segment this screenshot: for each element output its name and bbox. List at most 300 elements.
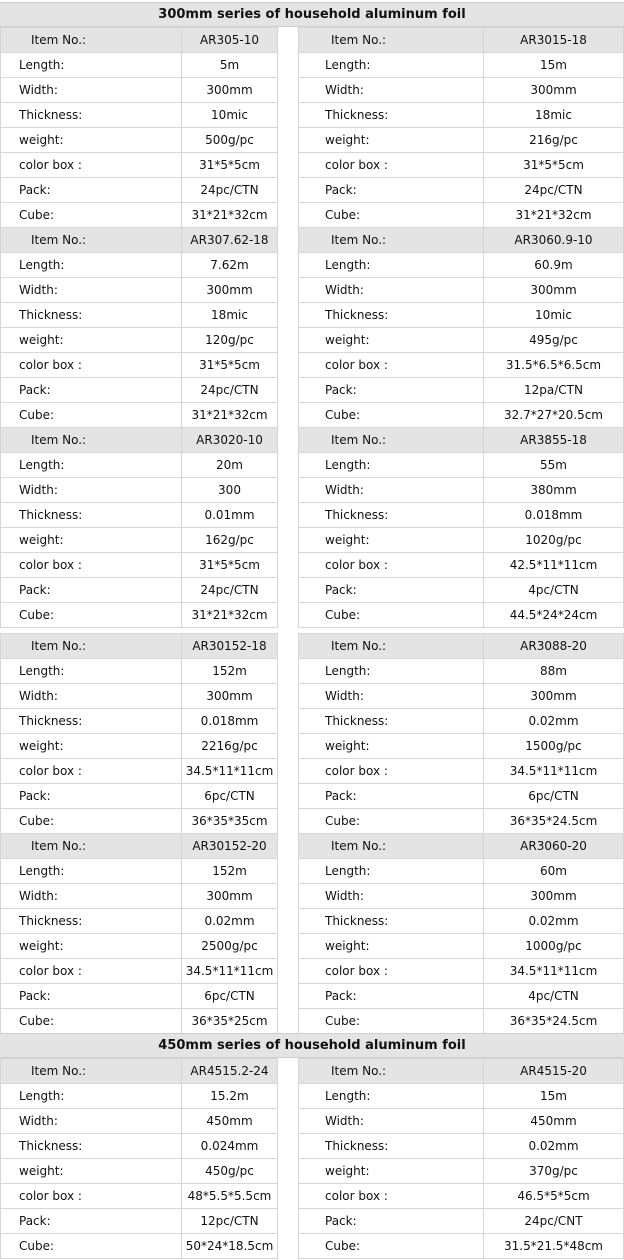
spec-value: AR4515.2-24: [182, 1059, 278, 1084]
spec-label: Pack:: [299, 984, 484, 1009]
spec-value: AR30152-18: [182, 634, 278, 659]
spec-row: [1, 28, 278, 53]
spec-row: [299, 884, 624, 909]
spec-row: [299, 984, 624, 1009]
spec-row: [299, 578, 624, 603]
spec-value: 0.024mm: [182, 1134, 278, 1159]
spec-label: Pack:: [1, 1209, 182, 1234]
spec-row: [299, 1184, 624, 1209]
spec-table-right: [298, 27, 624, 228]
spec-row: [299, 734, 624, 759]
spec-label: weight:: [299, 734, 484, 759]
spec-value: 4pc/CTN: [484, 984, 624, 1009]
spec-row: [299, 1109, 624, 1134]
spec-label: weight:: [1, 128, 182, 153]
spec-table-right: [298, 633, 624, 834]
spec-label: Length:: [299, 859, 484, 884]
spec-label: Thickness:: [1, 503, 182, 528]
spec-label: color box :: [299, 153, 484, 178]
spec-value: 12pc/CTN: [182, 1209, 278, 1234]
spec-row: [299, 28, 624, 53]
spec-value: 31*5*5cm: [182, 553, 278, 578]
spec-label: Cube:: [1, 1234, 182, 1259]
spec-value: 15m: [484, 1084, 624, 1109]
spec-value: 60m: [484, 859, 624, 884]
spec-value: 24pc/CTN: [484, 178, 624, 203]
spec-label: Item No.:: [299, 1059, 484, 1084]
spec-value: 0.02mm: [182, 909, 278, 934]
spec-row: [1, 1159, 278, 1184]
spec-label: Width:: [299, 684, 484, 709]
spec-value: 1000g/pc: [484, 934, 624, 959]
spec-value: 31.5*21.5*48cm: [484, 1234, 624, 1259]
spec-row: [1, 103, 278, 128]
spec-row: [299, 1209, 624, 1234]
spec-row: [1, 934, 278, 959]
spec-row: [299, 178, 624, 203]
spec-row: [299, 228, 624, 253]
spec-label: Length:: [1, 453, 182, 478]
spec-label: Length:: [1, 53, 182, 78]
spec-label: Pack:: [299, 378, 484, 403]
spec-label: weight:: [1, 934, 182, 959]
spec-label: weight:: [299, 528, 484, 553]
spec-table-right: [298, 427, 624, 628]
spec-row: [1, 253, 278, 278]
spec-value: 20m: [182, 453, 278, 478]
spec-row: [299, 784, 624, 809]
spec-label: Item No.:: [299, 28, 484, 53]
spec-label: Width:: [1, 884, 182, 909]
spec-label: Pack:: [1, 578, 182, 603]
spec-value: 300mm: [182, 884, 278, 909]
spec-value: AR3015-18: [484, 28, 624, 53]
spec-value: 162g/pc: [182, 528, 278, 553]
spec-value: 450mm: [484, 1109, 624, 1134]
spec-value: 42.5*11*11cm: [484, 553, 624, 578]
spec-label: weight:: [299, 328, 484, 353]
spec-label: Length:: [299, 1084, 484, 1109]
spec-value: 1020g/pc: [484, 528, 624, 553]
spec-value: AR305-10: [182, 28, 278, 53]
spec-label: Cube:: [299, 1234, 484, 1259]
spec-value: 0.02mm: [484, 909, 624, 934]
spec-row: [1, 659, 278, 684]
spec-value: 10mic: [484, 303, 624, 328]
spec-value: 36*35*35cm: [182, 809, 278, 834]
spec-label: Length:: [1, 859, 182, 884]
spec-row: [1, 759, 278, 784]
spec-value: AR30152-20: [182, 834, 278, 859]
spec-row: [299, 128, 624, 153]
spec-label: color box :: [299, 353, 484, 378]
spec-label: Item No.:: [1, 1059, 182, 1084]
spec-value: 31*21*32cm: [182, 203, 278, 228]
spec-row: [1, 328, 278, 353]
spec-label: weight:: [1, 734, 182, 759]
spec-label: Width:: [299, 78, 484, 103]
spec-label: Item No.:: [299, 634, 484, 659]
spec-label: Cube:: [299, 809, 484, 834]
spec-value: 216g/pc: [484, 128, 624, 153]
spec-value: 24pc/CTN: [182, 178, 278, 203]
spec-value: 46.5*5*5cm: [484, 1184, 624, 1209]
spec-label: Thickness:: [1, 909, 182, 934]
spec-table-left: [0, 833, 278, 1034]
spec-row: [1, 403, 278, 428]
spec-row: [1, 1009, 278, 1034]
spec-label: Length:: [299, 253, 484, 278]
spec-label: Item No.:: [1, 228, 182, 253]
spec-row: [1, 1184, 278, 1209]
spec-label: Width:: [1, 1109, 182, 1134]
spec-row: [299, 1159, 624, 1184]
spec-label: Length:: [299, 453, 484, 478]
spec-row: [299, 909, 624, 934]
spec-label: Pack:: [1, 378, 182, 403]
spec-value: 34.5*11*11cm: [484, 759, 624, 784]
spec-value: 2500g/pc: [182, 934, 278, 959]
spec-row: [1, 553, 278, 578]
spec-value: 34.5*11*11cm: [484, 959, 624, 984]
spec-label: Item No.:: [299, 428, 484, 453]
spec-value: 55m: [484, 453, 624, 478]
spec-value: 0.018mm: [182, 709, 278, 734]
spec-value: 60.9m: [484, 253, 624, 278]
spec-row: [299, 478, 624, 503]
spec-value: 6pc/CTN: [182, 984, 278, 1009]
spec-value: 18mic: [182, 303, 278, 328]
spec-label: Item No.:: [1, 28, 182, 53]
spec-row: [299, 378, 624, 403]
spec-value: 2216g/pc: [182, 734, 278, 759]
spec-row: [299, 503, 624, 528]
spec-table-left: [0, 1058, 278, 1259]
spec-row: [1, 784, 278, 809]
spec-label: Width:: [1, 78, 182, 103]
spec-label: Item No.:: [299, 834, 484, 859]
spec-value: 31*5*5cm: [182, 353, 278, 378]
spec-row: [299, 1084, 624, 1109]
spec-row: [1, 709, 278, 734]
spec-value: 5m: [182, 53, 278, 78]
spec-value: 0.018mm: [484, 503, 624, 528]
spec-value: 36*35*24.5cm: [484, 809, 624, 834]
spec-row: [299, 959, 624, 984]
spec-value: 370g/pc: [484, 1159, 624, 1184]
spec-label: Item No.:: [1, 834, 182, 859]
spec-row: [1, 834, 278, 859]
spec-label: color box :: [1, 553, 182, 578]
spec-row: [1, 178, 278, 203]
spec-label: Thickness:: [299, 909, 484, 934]
section-title: 300mm series of household aluminum foil: [0, 2, 624, 27]
spec-value: AR3855-18: [484, 428, 624, 453]
spec-label: Width:: [1, 278, 182, 303]
spec-row: [1, 503, 278, 528]
spec-row: [299, 278, 624, 303]
spec-row: [1, 859, 278, 884]
spec-value: 6pc/CTN: [182, 784, 278, 809]
spec-label: Length:: [299, 659, 484, 684]
spec-label: Thickness:: [1, 303, 182, 328]
spec-row: [299, 1059, 624, 1084]
spec-value: 31*21*32cm: [182, 403, 278, 428]
spec-row: [1, 153, 278, 178]
spec-row: [1, 1084, 278, 1109]
spec-value: 34.5*11*11cm: [182, 959, 278, 984]
spec-row: [1, 884, 278, 909]
spec-value: AR4515-20: [484, 1059, 624, 1084]
spec-label: Thickness:: [299, 709, 484, 734]
spec-value: 48*5.5*5.5cm: [182, 1184, 278, 1209]
spec-value: 34.5*11*11cm: [182, 759, 278, 784]
spec-value: 300mm: [484, 884, 624, 909]
spec-label: Thickness:: [1, 103, 182, 128]
spec-row: [299, 428, 624, 453]
spec-row: [1, 578, 278, 603]
spec-label: color box :: [1, 353, 182, 378]
spec-label: color box :: [299, 759, 484, 784]
spec-row: [299, 328, 624, 353]
spec-value: 36*35*25cm: [182, 1009, 278, 1034]
spec-value: 10mic: [182, 103, 278, 128]
spec-label: Cube:: [299, 603, 484, 628]
spec-row: [299, 834, 624, 859]
spec-row: [299, 403, 624, 428]
spec-label: Item No.:: [299, 228, 484, 253]
spec-row: [1, 428, 278, 453]
spec-label: Item No.:: [1, 428, 182, 453]
spec-row: [1, 203, 278, 228]
spec-row: [299, 303, 624, 328]
spec-label: Thickness:: [1, 709, 182, 734]
spec-table-left: [0, 27, 278, 228]
spec-label: Pack:: [1, 178, 182, 203]
spec-row: [1, 1109, 278, 1134]
spec-row: [299, 78, 624, 103]
spec-table-right: [298, 1058, 624, 1259]
spec-value: 31*21*32cm: [484, 203, 624, 228]
spec-value: AR3060.9-10: [484, 228, 624, 253]
spec-row: [299, 859, 624, 884]
spec-label: Length:: [299, 53, 484, 78]
spec-table-right: [298, 833, 624, 1034]
spec-label: Pack:: [299, 1209, 484, 1234]
spec-label: Cube:: [1, 203, 182, 228]
spec-label: color box :: [1, 1184, 182, 1209]
spec-row: [1, 528, 278, 553]
spec-value: 44.5*24*24cm: [484, 603, 624, 628]
spec-row: [1, 1059, 278, 1084]
spec-label: Thickness:: [299, 103, 484, 128]
spec-value: 300mm: [182, 278, 278, 303]
spec-label: Width:: [299, 1109, 484, 1134]
spec-value: 152m: [182, 659, 278, 684]
spec-row: [1, 1209, 278, 1234]
spec-value: 300mm: [182, 78, 278, 103]
section-title: 450mm series of household aluminum foil: [0, 1033, 624, 1058]
spec-value: 12pa/CTN: [484, 378, 624, 403]
spec-value: 300mm: [484, 278, 624, 303]
spec-row: [299, 353, 624, 378]
spec-label: color box :: [1, 959, 182, 984]
spec-row: [299, 659, 624, 684]
spec-table-left: [0, 427, 278, 628]
spec-value: 0.01mm: [182, 503, 278, 528]
spec-row: [1, 478, 278, 503]
spec-value: 31*5*5cm: [182, 153, 278, 178]
spec-value: 88m: [484, 659, 624, 684]
spec-table-right: [298, 227, 624, 428]
spec-label: Pack:: [1, 984, 182, 1009]
spec-label: color box :: [1, 759, 182, 784]
spec-row: [299, 1134, 624, 1159]
spec-label: Item No.:: [1, 634, 182, 659]
spec-row: [299, 1234, 624, 1259]
spec-row: [1, 453, 278, 478]
spec-value: 495g/pc: [484, 328, 624, 353]
spec-value: 32.7*27*20.5cm: [484, 403, 624, 428]
spec-row: [1, 228, 278, 253]
spec-label: Cube:: [1, 1009, 182, 1034]
spec-label: Pack:: [299, 178, 484, 203]
spec-label: color box :: [299, 1184, 484, 1209]
spec-row: [299, 603, 624, 628]
spec-value: 450mm: [182, 1109, 278, 1134]
spec-row: [1, 634, 278, 659]
spec-row: [1, 1134, 278, 1159]
spec-value: 450g/pc: [182, 1159, 278, 1184]
spec-row: [1, 278, 278, 303]
spec-row: [1, 684, 278, 709]
spec-row: [299, 153, 624, 178]
spec-label: Width:: [299, 884, 484, 909]
spec-value: 24pc/CTN: [182, 578, 278, 603]
spec-value: 36*35*24.5cm: [484, 1009, 624, 1034]
spec-value: 0.02mm: [484, 1134, 624, 1159]
spec-label: Thickness:: [1, 1134, 182, 1159]
spec-value: AR3088-20: [484, 634, 624, 659]
spec-row: [1, 1234, 278, 1259]
spec-row: [299, 528, 624, 553]
spec-row: [1, 734, 278, 759]
spec-row: [299, 634, 624, 659]
spec-row: [299, 103, 624, 128]
spec-label: Cube:: [1, 403, 182, 428]
spec-value: 300mm: [182, 684, 278, 709]
spec-label: Pack:: [299, 784, 484, 809]
spec-row: [1, 378, 278, 403]
spec-label: weight:: [1, 328, 182, 353]
spec-value: 24pc/CTN: [182, 378, 278, 403]
spec-row: [299, 759, 624, 784]
spec-value: 4pc/CTN: [484, 578, 624, 603]
spec-label: weight:: [1, 528, 182, 553]
spec-row: [1, 303, 278, 328]
spec-row: [299, 934, 624, 959]
spec-value: 1500g/pc: [484, 734, 624, 759]
spec-row: [299, 53, 624, 78]
spec-value: 380mm: [484, 478, 624, 503]
spec-value: 31.5*6.5*6.5cm: [484, 353, 624, 378]
spec-label: Length:: [1, 253, 182, 278]
spec-row: [1, 909, 278, 934]
spec-row: [1, 984, 278, 1009]
spec-value: 31*21*32cm: [182, 603, 278, 628]
spec-label: Cube:: [299, 403, 484, 428]
spec-value: 6pc/CTN: [484, 784, 624, 809]
spec-row: [299, 684, 624, 709]
spec-label: Pack:: [299, 578, 484, 603]
spec-row: [1, 128, 278, 153]
spec-table-left: [0, 227, 278, 428]
spec-value: 31*5*5cm: [484, 153, 624, 178]
spec-row: [1, 809, 278, 834]
spec-label: Cube:: [299, 203, 484, 228]
spec-label: Pack:: [1, 784, 182, 809]
spec-value: 120g/pc: [182, 328, 278, 353]
spec-label: Width:: [1, 684, 182, 709]
spec-label: weight:: [299, 1159, 484, 1184]
spec-label: Cube:: [1, 603, 182, 628]
spec-label: Width:: [299, 278, 484, 303]
spec-value: 15.2m: [182, 1084, 278, 1109]
spec-row: [299, 709, 624, 734]
spec-row: [299, 253, 624, 278]
spec-value: 24pc/CNT: [484, 1209, 624, 1234]
spec-label: Thickness:: [299, 503, 484, 528]
spec-value: 15m: [484, 53, 624, 78]
spec-value: 18mic: [484, 103, 624, 128]
spec-label: Thickness:: [299, 1134, 484, 1159]
spec-value: 300: [182, 478, 278, 503]
spec-label: color box :: [299, 553, 484, 578]
spec-label: Width:: [1, 478, 182, 503]
spec-value: AR307.62-18: [182, 228, 278, 253]
spec-value: AR3060-20: [484, 834, 624, 859]
spec-row: [299, 453, 624, 478]
spec-label: color box :: [1, 153, 182, 178]
spec-value: 300mm: [484, 684, 624, 709]
spec-label: color box :: [299, 959, 484, 984]
spec-table-left: [0, 633, 278, 834]
spec-value: AR3020-10: [182, 428, 278, 453]
spec-row: [299, 553, 624, 578]
spec-value: 300mm: [484, 78, 624, 103]
spec-value: 50*24*18.5cm: [182, 1234, 278, 1259]
spec-label: weight:: [299, 934, 484, 959]
spec-label: weight:: [299, 128, 484, 153]
spec-row: [1, 959, 278, 984]
spec-value: 0.02mm: [484, 709, 624, 734]
spec-row: [1, 53, 278, 78]
spec-row: [1, 78, 278, 103]
spec-label: Cube:: [299, 1009, 484, 1034]
spec-value: 7.62m: [182, 253, 278, 278]
spec-label: Cube:: [1, 809, 182, 834]
spec-row: [1, 603, 278, 628]
spec-label: weight:: [1, 1159, 182, 1184]
spec-row: [299, 1009, 624, 1034]
spec-label: Width:: [299, 478, 484, 503]
spec-label: Thickness:: [299, 303, 484, 328]
spec-value: 500g/pc: [182, 128, 278, 153]
spec-label: Length:: [1, 1084, 182, 1109]
spec-label: Length:: [1, 659, 182, 684]
spec-row: [299, 809, 624, 834]
spec-value: 152m: [182, 859, 278, 884]
